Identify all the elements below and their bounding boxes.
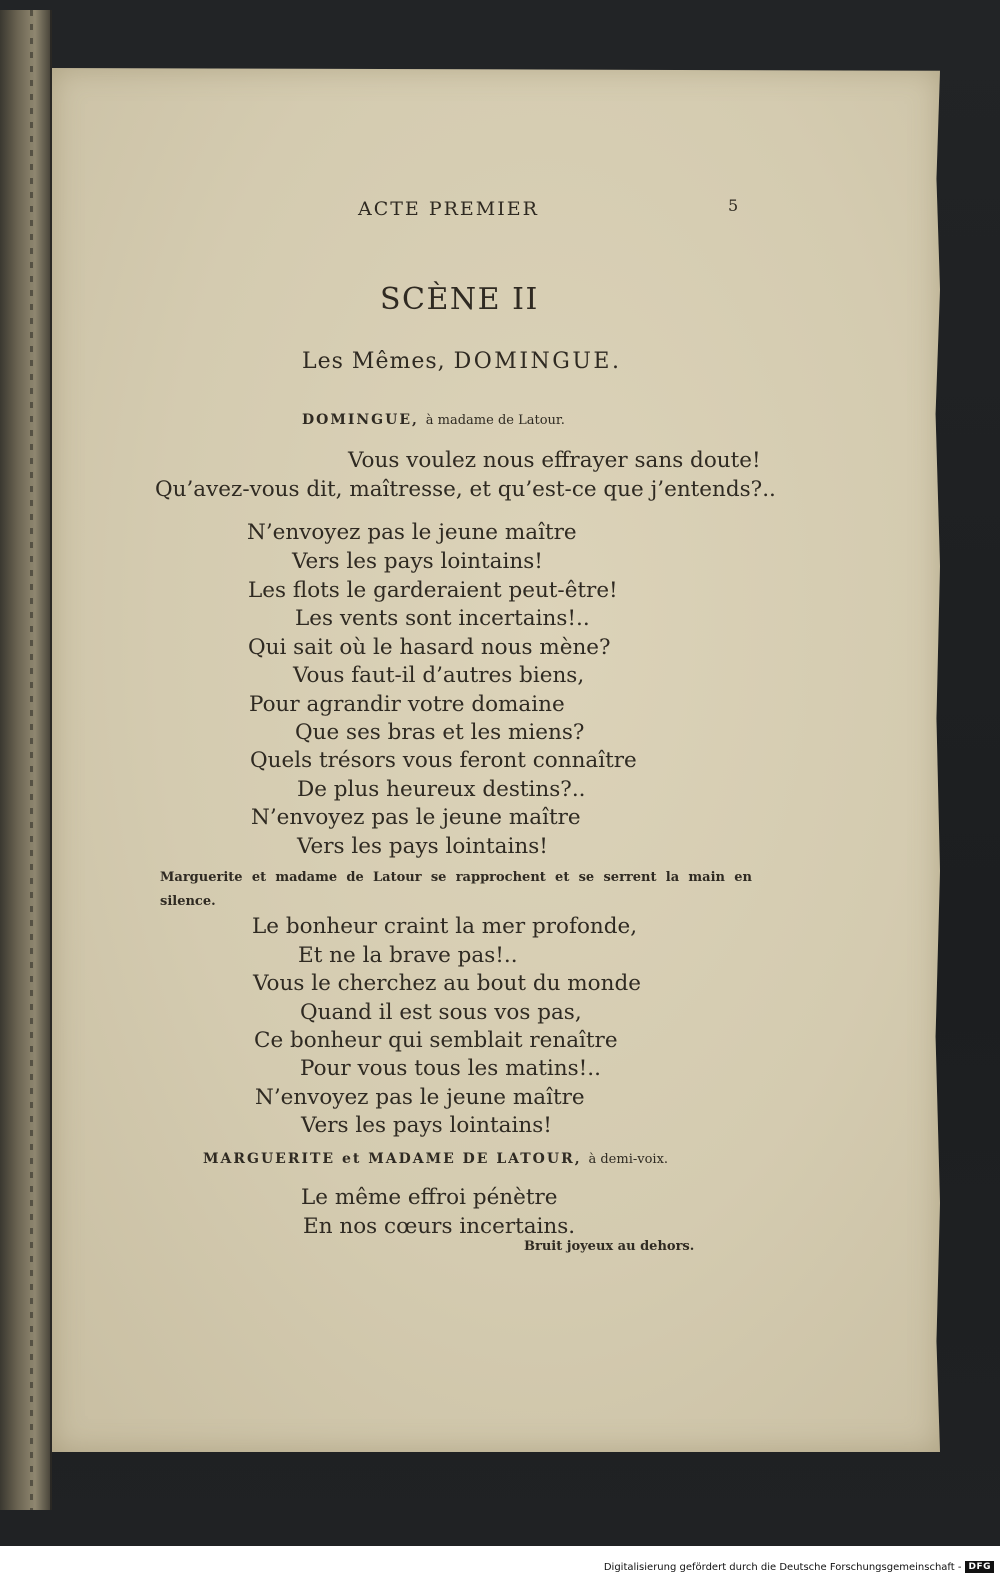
verse-line: N’envoyez pas le jeune maître xyxy=(255,1085,585,1110)
verse-line: Ce bonheur qui semblait renaître xyxy=(254,1028,618,1053)
verse-line: Vous faut-il d’autres biens, xyxy=(293,663,585,688)
verse-line: Les vents sont incertains!.. xyxy=(295,606,590,631)
speaker-direction: à madame de Latour. xyxy=(425,413,565,428)
verse-line: Le bonheur craint la mer profonde, xyxy=(252,914,638,939)
stage-direction: Bruit joyeux au dehors. xyxy=(524,1239,695,1254)
characters-name: DOMINGUE. xyxy=(453,349,622,374)
verse-line: Les flots le garderaient peut-être! xyxy=(248,578,618,603)
verse-line: Le même effroi pénètre xyxy=(301,1185,558,1210)
verse-line: Vous le cherchez au bout du monde xyxy=(253,971,641,996)
verse-line: De plus heureux destins?.. xyxy=(297,777,586,802)
scene-characters xyxy=(302,349,621,374)
verse-line: Quand il est sous vos pas, xyxy=(300,1000,582,1025)
speaker-heading xyxy=(203,1151,668,1167)
verse-line: Quels trésors vous feront connaître xyxy=(250,748,637,773)
speaker-heading xyxy=(302,412,565,428)
stage-direction: Marguerite et madame de Latour se rapprochent et se serrent la main en silence. xyxy=(160,870,752,909)
left-page-edge xyxy=(0,10,52,1510)
dfg-logo: DFG xyxy=(965,1561,994,1573)
speaker-direction: à demi-voix. xyxy=(588,1152,669,1167)
verse-line: Et ne la brave pas!.. xyxy=(298,943,518,968)
verse-line: En nos cœurs incertains. xyxy=(303,1214,576,1239)
verse-line: Pour agrandir votre domaine xyxy=(249,692,565,717)
characters-prefix: Les Mêmes, xyxy=(302,349,446,374)
running-head: ACTE PREMIER xyxy=(358,198,539,220)
speaker-name: MARGUERITE et MADAME DE LATOUR, xyxy=(203,1151,582,1167)
verse-line: Que ses bras et les miens? xyxy=(295,720,585,745)
verse-line: N’envoyez pas le jeune maître xyxy=(247,520,577,545)
verse-line: Vers les pays lointains! xyxy=(301,1113,552,1138)
verse-line: Qu’avez-vous dit, maîtresse, et qu’est-ce que j’entends?.. xyxy=(155,477,776,502)
verse-line: N’envoyez pas le jeune maître xyxy=(251,805,581,830)
verse-line: Vers les pays lointains! xyxy=(292,549,543,574)
verse-line: Pour vous tous les matins!.. xyxy=(300,1056,601,1081)
verse-line: Vers les pays lointains! xyxy=(297,834,548,859)
speaker-name: DOMINGUE, xyxy=(302,412,419,428)
digitization-credit xyxy=(604,1561,994,1573)
credit-text: Digitalisierung gefördert durch die Deutsche Forschungsgemeinschaft - xyxy=(603,1561,962,1573)
verse-line: Vous voulez nous effrayer sans doute! xyxy=(348,448,761,473)
scene-title: SCÈNE II xyxy=(380,282,539,317)
verse-line: Qui sait où le hasard nous mène? xyxy=(248,635,611,660)
page-number: 5 xyxy=(728,196,739,215)
